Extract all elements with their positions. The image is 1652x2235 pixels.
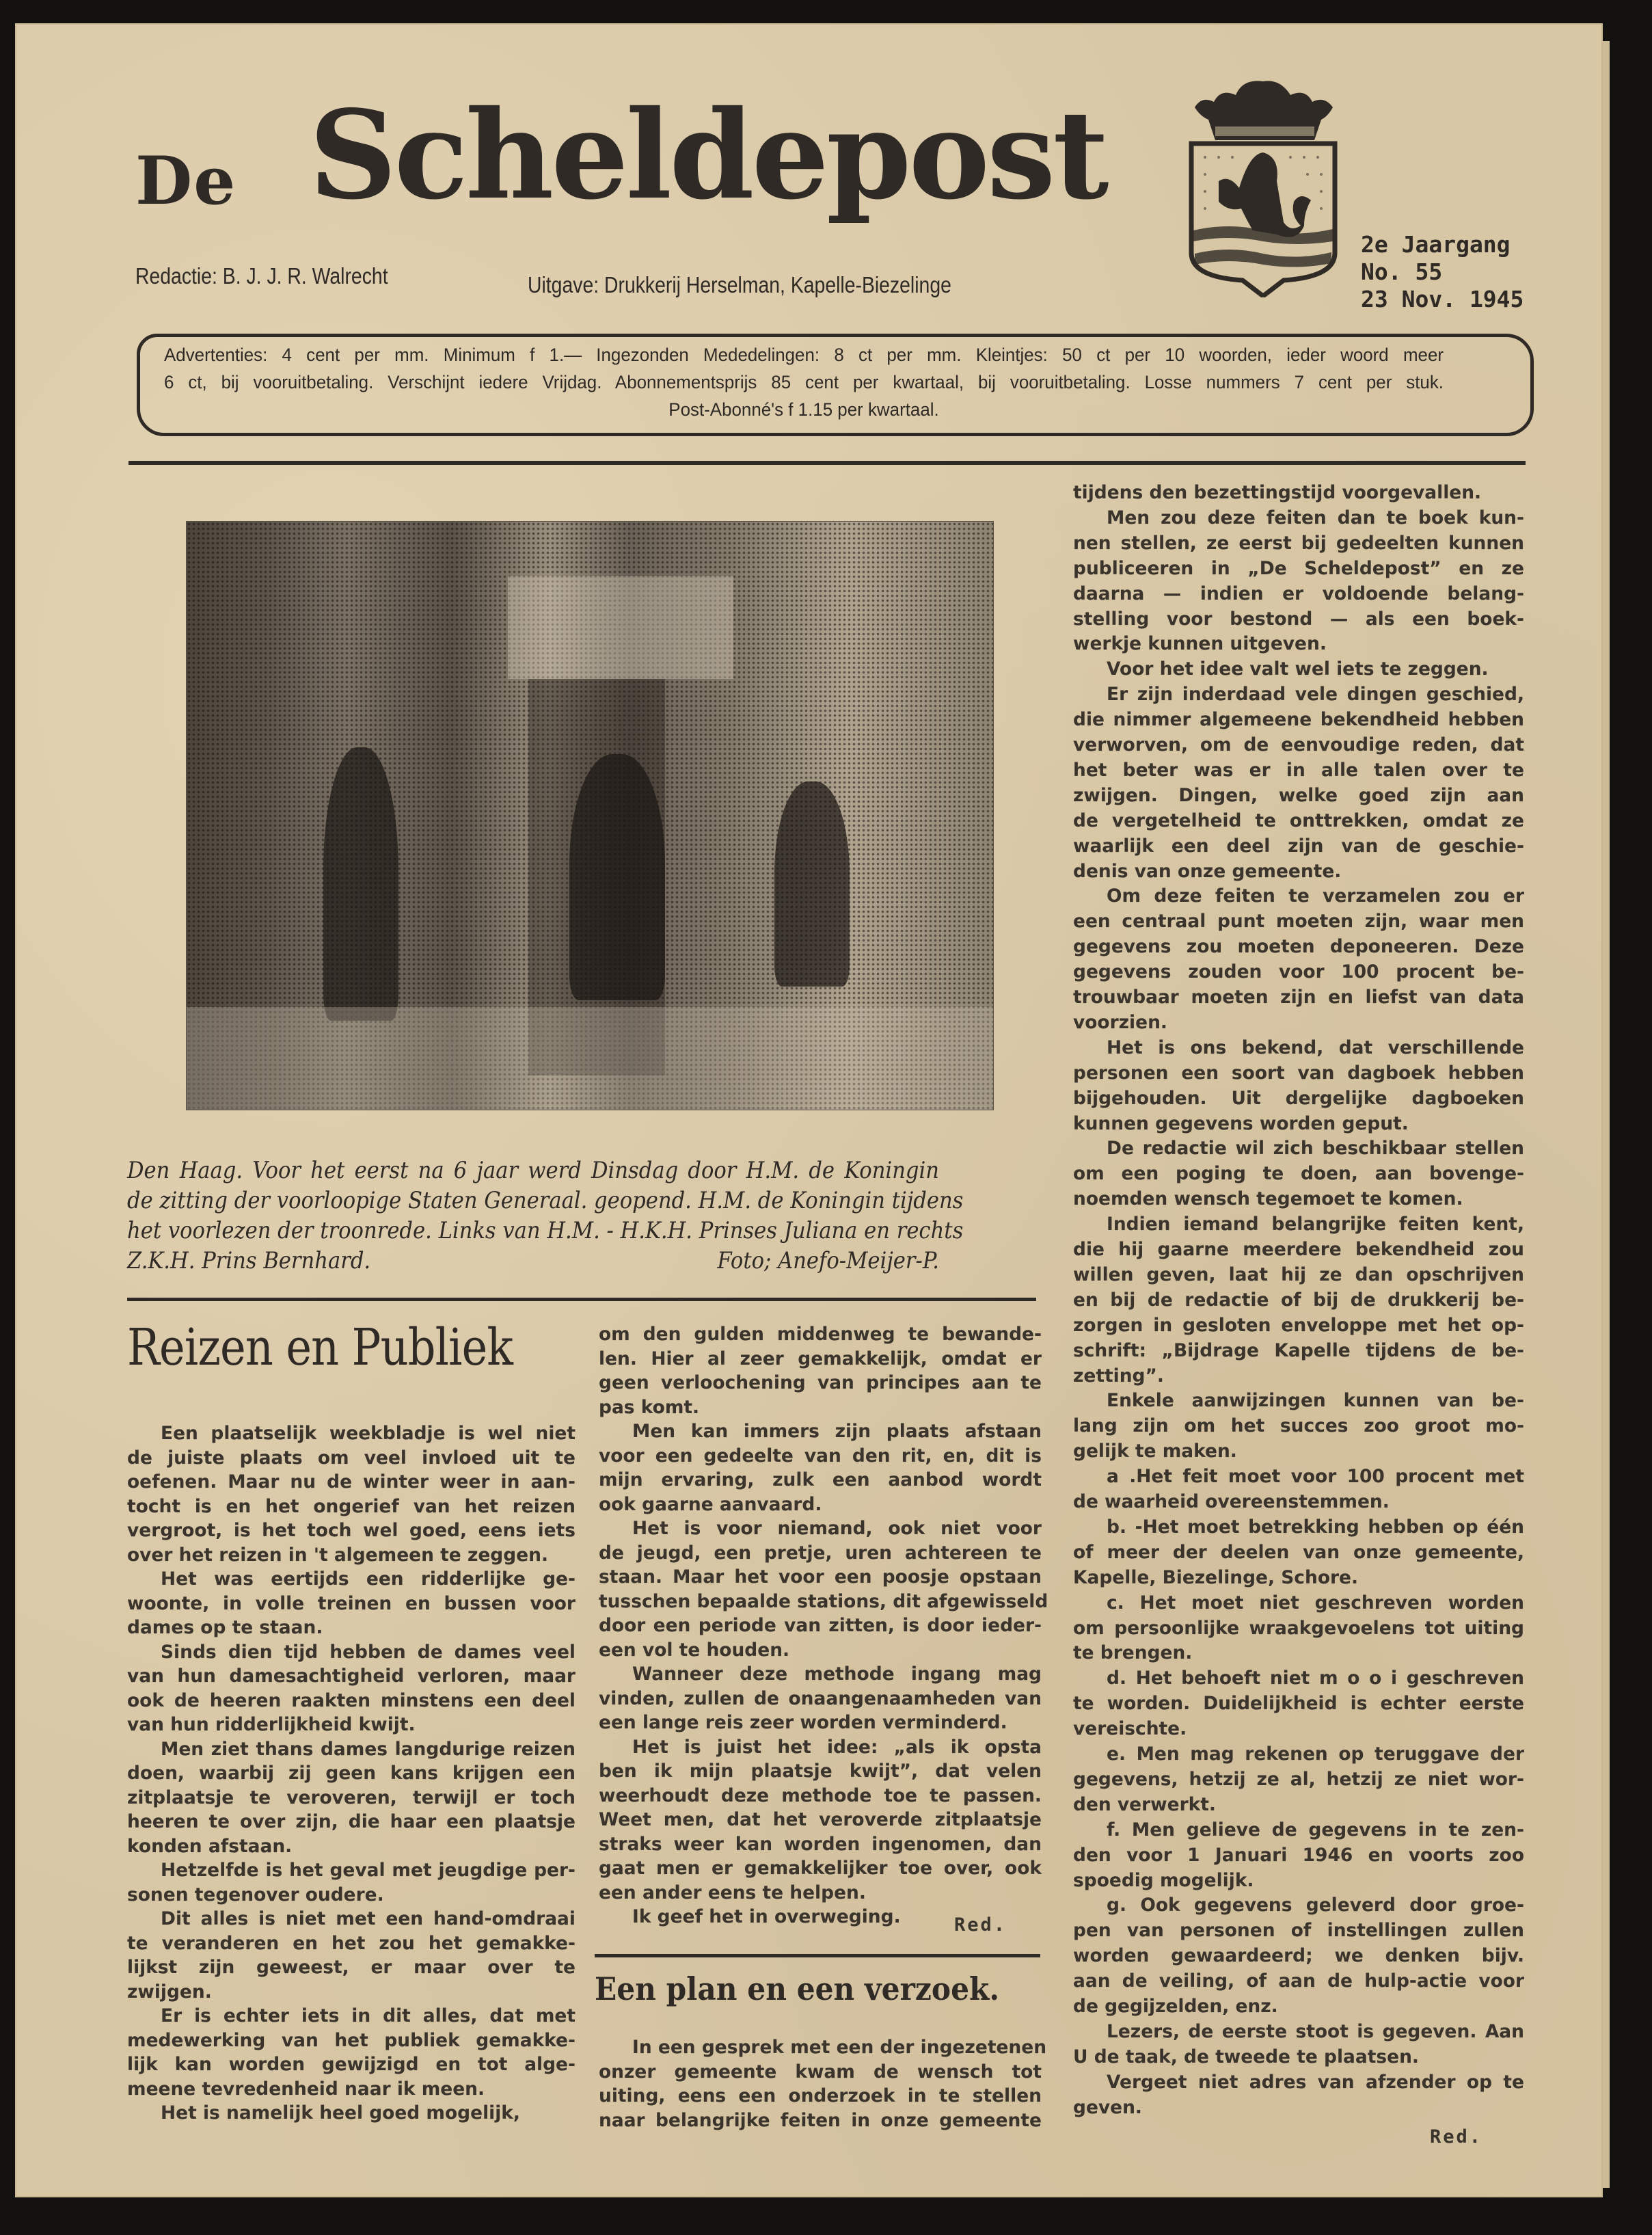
text-line: bijgehouden. Uit dergelijke dagboeken — [1073, 1087, 1524, 1109]
text-line: vergroot, is het toch wel goed, eens iets — [127, 1520, 576, 1541]
news-photo — [186, 521, 994, 1110]
text-line: Men ziet thans dames langdurige reizen — [161, 1738, 576, 1760]
text-line: om een poging te doen, aan bovenge- — [1073, 1163, 1524, 1185]
text-line: lijkst zijn geweest, er maar over te — [127, 1957, 576, 1978]
text-line: Weet men, dat het veroverde zitplaatsje — [599, 1809, 1042, 1830]
text-line: Het is voor niemand, ook niet voor — [632, 1518, 1042, 1539]
text-line: die hij gaarne meerdere bekendheid zou — [1073, 1239, 1524, 1260]
coat-of-arms-icon — [1188, 79, 1345, 297]
text-line: a .Het feit moet voor 100 procent met — [1107, 1466, 1524, 1488]
text-line: de gegijzelden, enz. — [1073, 1996, 1278, 2017]
text-line: Men kan immers zijn plaats afstaan — [632, 1421, 1042, 1442]
text-line: Het is namelijk heel goed mogelijk, — [161, 2102, 520, 2124]
text-line: geen verloochening van principes aan te — [599, 1372, 1042, 1393]
text-line: doen, waarbij zij geen kans krijgen een — [127, 1763, 576, 1784]
text-line: woonte, in volle treinen en bussen voor — [127, 1592, 576, 1614]
text-line: waarlijk een deel zijn van de geschie- — [1073, 835, 1524, 857]
rates-line: 6 ct, bij vooruitbetaling. Verschijnt iedere Vrijdag. Abonnementsprijs 85 cent per kwartaal, bij vooruitbetaling. Losse nummers 7 cent per stuk. — [164, 372, 1444, 392]
publisher-line: Uitgave: Drukkerij Herselman, Kapelle-Biezelinge — [528, 272, 951, 297]
text-line: gelijk te maken. — [1073, 1441, 1237, 1462]
text-line: den verwerkt. — [1073, 1793, 1216, 1815]
text-line: meene tevredenheid naar ik meen. — [127, 2078, 485, 2100]
issue-number: No. 55 — [1361, 258, 1443, 285]
text-line: b. -Het moet betrekking hebben op één — [1107, 1516, 1524, 1538]
text-line: om persoonlijke wraakgevoelens tot uiting — [1073, 1617, 1524, 1639]
photo-caption-line: het voorlezen der troonrede. Links van H.M. - H.K.H. Prinses Juliana en rechts — [127, 1217, 964, 1244]
text-line: om den gulden middenweg te bewande- — [599, 1324, 1042, 1345]
text-line: vereischte. — [1073, 1718, 1187, 1740]
text-line: van hun ridderlijkheid kwijt. — [127, 1714, 416, 1735]
text-line: lang zijn om het succes zoo groot mo- — [1073, 1415, 1524, 1437]
text-line: lijk kan worden gewijzigd en tot alge- — [127, 2054, 576, 2075]
paper-edge — [1603, 41, 1610, 2188]
text-line: van hun damesachtigheid verloren, maar — [127, 1665, 576, 1687]
text-line: Ik geef het in overweging. — [632, 1906, 901, 1927]
text-line: Lezers, de eerste stoot is gegeven. Aan — [1107, 2020, 1524, 2042]
article-title-reizen: Reizen en Publiek — [127, 1318, 513, 1377]
text-line: tusschen bepaalde stations, dit afgewisseld — [599, 1590, 1048, 1612]
text-line: Er zijn inderdaad vele dingen geschied, — [1107, 684, 1524, 706]
text-line: te veranderen en het zou het gemakke- — [127, 1932, 576, 1954]
text-line: Voor het idee valt wel iets te zeggen. — [1107, 658, 1489, 680]
text-line: dames op te staan. — [127, 1617, 323, 1638]
text-line: weerhoudt deze methode toe te passen. — [599, 1784, 1042, 1806]
text-line: aan de veiling, of aan de hulp-actie voor — [1073, 1970, 1524, 1992]
photo-caption-line: Den Haag. Voor het eerst na 6 jaar werd Dinsdag door H.M. de Koningin — [127, 1157, 939, 1184]
text-line: publiceeren in „De Scheldepost” en ze — [1073, 557, 1524, 579]
text-line: de waarheid overeenstemmen. — [1073, 1491, 1390, 1512]
masthead-title: Scheldepost — [309, 83, 1107, 226]
text-line: denis van onze gemeente. — [1073, 860, 1342, 882]
text-line: te brengen. — [1073, 1642, 1193, 1664]
text-line: In een gesprek met een der ingezetenen — [632, 2037, 1047, 2058]
rates-line: Post-Abonné's f 1.15 per kwartaal. — [668, 399, 939, 420]
article-rule — [595, 1954, 1040, 1957]
text-line: een ander eens te helpen. — [599, 1882, 866, 1903]
text-line: werkje kunnen uitgeven. — [1073, 633, 1327, 655]
text-line: zwijgen. — [127, 1981, 212, 2003]
text-line: gegevens, hetzij ze al, hetzij ze niet wor- — [1073, 1768, 1524, 1790]
text-line: gegevens zou moeten deponeeren. Deze — [1073, 936, 1524, 958]
text-line: f. Men gelieve de gegevens in te zen- — [1107, 1819, 1524, 1841]
text-line: verworven, om de eenvoudige reden, dat — [1073, 734, 1524, 755]
issue-date: 23 Nov. 1945 — [1361, 286, 1524, 312]
text-line: geven. — [1073, 2096, 1142, 2118]
text-line: voorzien. — [1073, 1011, 1167, 1033]
text-line: straks weer kan worden ingenomen, dan — [599, 1833, 1042, 1855]
text-line: Dit alles is niet met een hand-omdraai — [161, 1908, 576, 1929]
text-line: noemden wensch tegemoet te komen. — [1073, 1188, 1463, 1210]
text-line: konden afstaan. — [127, 1835, 293, 1857]
text-line: den voor 1 Januari 1946 en voorts zoo — [1073, 1844, 1524, 1866]
text-line: Men zou deze feiten dan te boek kun- — [1107, 507, 1524, 528]
text-line: gegevens zouden voor 100 procent be- — [1073, 961, 1524, 983]
text-line: Het was eertijds een ridderlijke ge- — [161, 1568, 576, 1590]
masthead-article: De — [135, 142, 237, 219]
text-line: Er is echter iets in dit alles, dat met — [161, 2005, 576, 2026]
text-line: de jeugd, een pretje, uren achtereen te — [599, 1542, 1042, 1564]
rates-line: Advertenties: 4 cent per mm. Minimum f 1.— Ingezonden Mededelingen: 8 ct per mm. Kleintjes: 50 ct per 10 woorden, ieder woord meer — [164, 345, 1444, 365]
text-line: heeren te over zijn, die haar een plaatsje — [127, 1811, 576, 1832]
text-line: de vergetelheid te onttrekken, omdat ze — [1073, 809, 1524, 831]
text-line: U de taak, de tweede te plaatsen. — [1073, 2046, 1419, 2067]
text-line: willen geven, laat hij ze dan opschrijven — [1073, 1263, 1524, 1285]
text-line: nen stellen, ze eerst bij gedeelten kunnen — [1073, 532, 1524, 554]
text-line: die nimmer algemeene bekendheid hebben — [1073, 709, 1524, 731]
text-line: een lange reis zeer worden verminderd. — [599, 1712, 1007, 1733]
issue-volume: 2e Jaargang — [1361, 231, 1511, 258]
photo-caption-line: de zitting der voorloopige Staten Generaal. geopend. H.M. de Koningin tijdens — [127, 1187, 964, 1214]
text-line: een centraal punt moeten zijn, waar men — [1073, 911, 1524, 933]
text-line: zitplaatsje te veroveren, terwijl er toch — [127, 1786, 576, 1808]
text-line: Het is ons bekend, dat verschillende — [1107, 1036, 1524, 1058]
text-line: De redactie wil zich beschikbaar stellen — [1107, 1138, 1524, 1160]
text-line: of meer der deelen van onze gemeente, — [1073, 1541, 1524, 1563]
text-line: door een periode van zitten, is door ieder- — [599, 1615, 1042, 1636]
text-line: Het is juist het idee: „als ik opsta — [632, 1736, 1042, 1758]
text-line: over het reizen in 't algemeen te zeggen. — [127, 1544, 549, 1566]
header-rule — [128, 461, 1526, 465]
text-line: uiting, eens een onderzoek in te stellen — [599, 2085, 1042, 2106]
article2-signature: Red. — [1430, 2126, 1483, 2147]
text-line: vinden, zullen de onaangenaamheden van — [599, 1687, 1042, 1709]
text-line: het beter was er in alle talen over te — [1073, 759, 1524, 781]
text-line: Hetzelfde is het geval met jeugdige per- — [161, 1860, 576, 1881]
caption-rule — [127, 1298, 1036, 1301]
text-line: Enkele aanwijzingen kunnen van be- — [1107, 1390, 1524, 1412]
text-line: c. Het moet niet geschreven worden — [1107, 1592, 1524, 1614]
photo-caption-last: Z.K.H. Prins Bernhard. — [127, 1247, 371, 1274]
text-line: ben ik mijn plaatsje kwijt”, dat velen — [599, 1761, 1042, 1782]
text-line: Indien iemand belangrijke feiten kent, — [1107, 1214, 1524, 1235]
text-line: tocht is en het ongerief van het reizen — [127, 1495, 576, 1517]
text-line: sonen tegenover oudere. — [127, 1884, 384, 1905]
text-line: spoedig mogelijk. — [1073, 1869, 1254, 1891]
text-line: oefenen. Maar nu de winter weer in aan- — [127, 1471, 576, 1493]
text-line: schrift: „Bijdrage Kapelle tijdens de be- — [1073, 1339, 1524, 1361]
text-line: ook de heeren raakten minstens een deel — [127, 1689, 576, 1711]
text-line: d. Het behoeft niet m o o i geschreven — [1107, 1668, 1524, 1689]
text-line: de juiste plaats om veel invloed uit te — [127, 1447, 576, 1469]
text-line: mijn ervaring, zulk een aanbod wordt — [599, 1469, 1042, 1490]
text-line: stelling voor bestond — als een boek- — [1073, 608, 1524, 630]
text-line: staan. Maar het voor een poosje opstaan — [599, 1566, 1042, 1588]
text-line: een vol te houden. — [599, 1639, 790, 1661]
text-line: g. Ook gegevens geleverd door groe- — [1107, 1895, 1524, 1916]
text-line: Kapelle, Biezelinge, Schore. — [1073, 1566, 1359, 1588]
text-line: zwijgen. Dingen, welke goed zijn aan — [1073, 784, 1524, 806]
text-line: worden gewaardeerd; we denken bijv. — [1073, 1945, 1524, 1967]
text-line: zetting”. — [1073, 1365, 1164, 1387]
text-line: gaat men er gemakkelijker toe over, ook — [599, 1858, 1042, 1879]
text-line: daarna — indien er voldoende belang- — [1073, 583, 1524, 604]
text-line: onzer gemeente kwam de wensch tot — [599, 2061, 1042, 2083]
article1-signature: Red. — [954, 1914, 1007, 1936]
text-line: kunnen gegevens worden geput. — [1073, 1112, 1409, 1134]
text-line: Om deze feiten te verzamelen zou er — [1107, 885, 1524, 907]
text-line: Vergeet niet adres van afzender op te — [1107, 2071, 1524, 2093]
text-line: tijdens den bezettingstijd voorgevallen. — [1073, 482, 1482, 503]
text-line: len. Hier al zeer gemakkelijk, omdat er — [599, 1348, 1042, 1369]
text-line: personen een soort van dagboek hebben — [1073, 1062, 1524, 1084]
article-title-plan: Een plan en een verzoek. — [595, 1970, 1000, 2007]
text-line: en bij de redactie of bij de drukkerij be- — [1073, 1289, 1524, 1311]
editor-line: Redactie: B. J. J. R. Walrecht — [135, 263, 388, 289]
text-line: medewerking van het publiek gemakke- — [127, 2029, 576, 2051]
text-line: naar belangrijke feiten in onze gemeente — [599, 2109, 1042, 2131]
text-line: ook gaarne aanvaard. — [599, 1493, 822, 1515]
text-line: pas komt. — [599, 1396, 700, 1418]
text-line: e. Men mag rekenen op teruggave der — [1107, 1743, 1524, 1765]
photo-credit: Foto; Anefo-Meijer-P. — [717, 1247, 939, 1274]
text-line: voor een gedeelte van den rit, en, dit is — [599, 1445, 1042, 1467]
text-line: Een plaatselijk weekbladje is wel niet — [161, 1423, 576, 1444]
text-line: pen van personen of instellingen zullen — [1073, 1920, 1524, 1942]
text-line: te worden. Duidelijkheid is echter eerste — [1073, 1693, 1524, 1715]
text-line: Sinds dien tijd hebben de dames veel — [161, 1641, 576, 1663]
photo-caption-line — [127, 1247, 939, 1274]
text-line: trouwbaar moeten zijn en liefst van data — [1073, 987, 1524, 1008]
text-line: zorgen in gesloten enveloppe met het op- — [1073, 1314, 1524, 1336]
text-line: Wanneer deze methode ingang mag — [632, 1663, 1042, 1685]
